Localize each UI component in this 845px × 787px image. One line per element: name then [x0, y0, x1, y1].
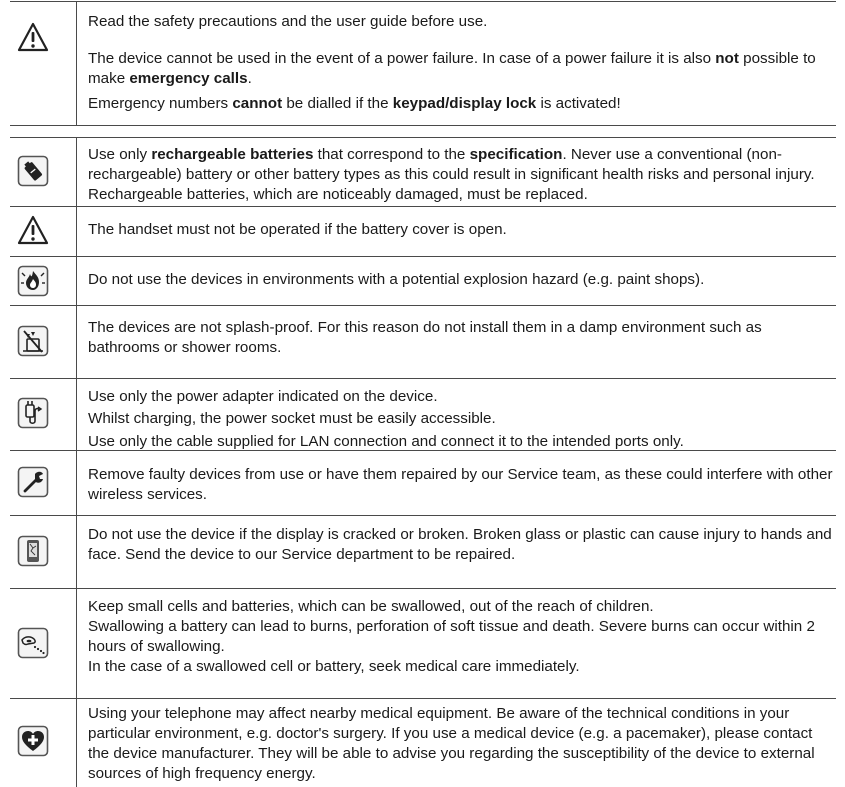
- safety-text: [88, 525, 835, 565]
- safety-text: [88, 145, 835, 205]
- divider: [10, 588, 836, 589]
- safety-text: [88, 597, 835, 617]
- safety-text: [88, 465, 835, 505]
- divider: [10, 305, 836, 306]
- safety-text: [88, 270, 835, 290]
- safety-text: [88, 318, 835, 358]
- divider: [10, 698, 836, 699]
- text-run: Keep small cells and batteries, which can be swallowed, out of the reach of children.: [88, 598, 654, 615]
- text-run: Emergency numbers: [88, 95, 233, 112]
- warning-triangle-icon: [17, 21, 49, 53]
- battery-icon: [17, 155, 49, 187]
- safety-text: [88, 409, 835, 429]
- warning-triangle-icon: [17, 214, 49, 246]
- text-run: The handset must not be operated if the battery cover is open.: [88, 221, 507, 238]
- text-run: that correspond to the: [313, 146, 470, 163]
- no-water-icon: [17, 325, 49, 357]
- safety-text: [88, 387, 835, 407]
- explosion-hazard-icon: [17, 265, 49, 297]
- text-run: .: [247, 70, 252, 87]
- safety-text: [88, 657, 835, 677]
- bold-text: cannot: [232, 95, 283, 112]
- divider: [10, 1, 836, 2]
- safety-text: [88, 432, 835, 452]
- divider: [10, 206, 836, 207]
- bold-text: keypad/display lock: [392, 95, 537, 112]
- safety-text: [88, 704, 835, 784]
- text-run: possible to make: [88, 50, 816, 87]
- divider: [10, 256, 836, 257]
- text-run: Using your telephone may affect nearby medical equipment. Be aware of the technical conditions in your particular environment, e.g. doctor's surgery. If you use a medical device (e.g. a pacemaker), please contact the device manufacturer. They will be able to advise you regarding the susceptibility of the device to external sources of high frequency energy.: [88, 705, 815, 782]
- text-run: Swallowing a battery can lead to burns, perforation of soft tissue and death. Severe burns can occur within 2 hours of swallowing.: [88, 618, 815, 655]
- safety-text: [88, 94, 835, 114]
- swallow-hazard-icon: [17, 627, 49, 659]
- text-run: . Never use a conventional (non-rechargeable) battery or other battery types as this could result in significant health risks and personal injury. Rechargeable batteries, which are noticeably damaged, must be replaced.: [88, 146, 815, 203]
- bold-text: emergency calls: [129, 70, 248, 87]
- text-run: Use only: [88, 146, 152, 163]
- broken-display-icon: [17, 535, 49, 567]
- bold-text: specification: [469, 146, 563, 163]
- safety-text: [88, 617, 835, 657]
- text-run: The devices are not splash-proof. For this reason do not install them in a damp environment such as bathrooms or shower rooms.: [88, 319, 762, 356]
- text-run: The device cannot be used in the event of a power failure. In case of a power failure it is also: [88, 50, 716, 67]
- text-run: Do not use the device if the display is cracked or broken. Broken glass or plastic can cause injury to hands and face. Send the device to our Service department to be repaired.: [88, 526, 832, 563]
- divider: [10, 378, 836, 379]
- divider: [10, 515, 836, 516]
- text-run: Remove faulty devices from use or have them repaired by our Service team, as these could interfere with other wireless services.: [88, 466, 833, 503]
- column-divider: [76, 1, 77, 125]
- text-run: is activated!: [536, 95, 621, 112]
- safety-text: [88, 220, 835, 240]
- text-run: Use only the cable supplied for LAN connection and connect it to the intended ports only.: [88, 433, 684, 450]
- safety-text: [88, 49, 835, 89]
- bold-text: rechargeable batteries: [151, 146, 314, 163]
- column-divider: [76, 137, 77, 787]
- text-run: Read the safety precautions and the user guide before use.: [88, 13, 488, 30]
- bold-text: not: [715, 50, 739, 67]
- medical-heart-icon: [17, 725, 49, 757]
- text-run: Whilst charging, the power socket must be easily accessible.: [88, 410, 496, 427]
- text-run: In the case of a swallowed cell or battery, seek medical care immediately.: [88, 658, 580, 675]
- power-plug-icon: [17, 397, 49, 429]
- text-run: Do not use the devices in environments with a potential explosion hazard (e.g. paint shops).: [88, 271, 705, 288]
- wrench-icon: [17, 466, 49, 498]
- text-run: be dialled if the: [282, 95, 393, 112]
- safety-text: [88, 12, 835, 32]
- divider: [10, 125, 836, 126]
- divider: [10, 137, 836, 138]
- text-run: Use only the power adapter indicated on the device.: [88, 388, 438, 405]
